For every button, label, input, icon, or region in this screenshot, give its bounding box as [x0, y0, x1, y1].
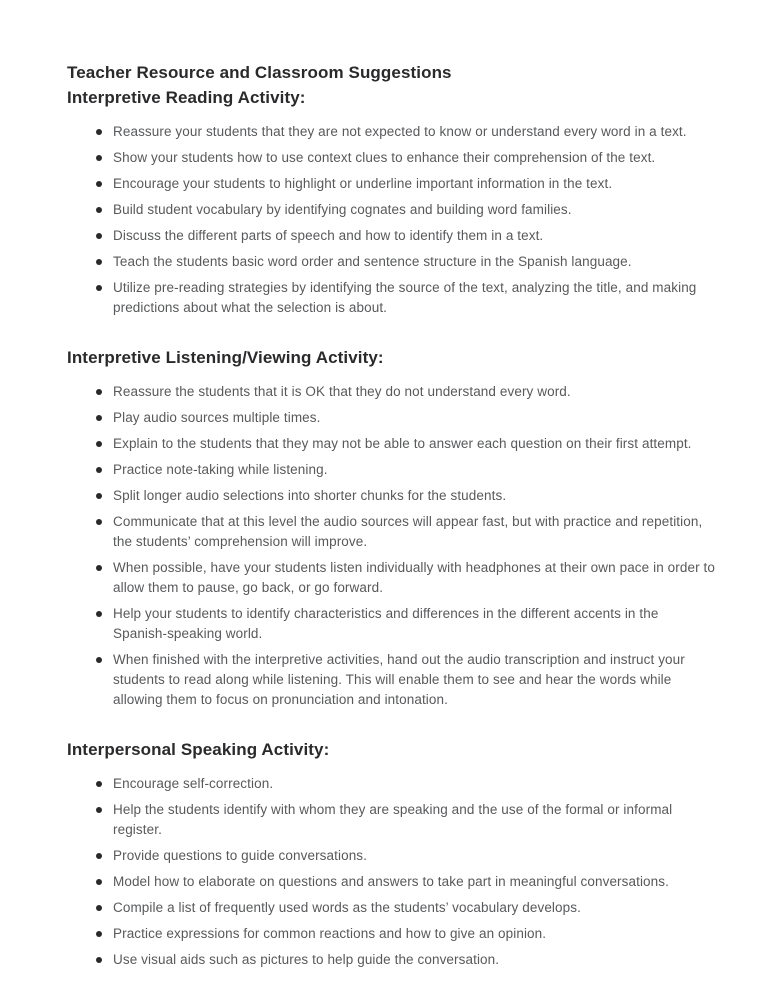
list-item: Utilize pre-reading strategies by identifying the source of the text, analyzing the title, and making predictions about what the selection is about. [67, 278, 715, 318]
list-item: Use visual aids such as pictures to help guide the conversation. [67, 950, 715, 970]
list-item: Practice note-taking while listening. [67, 460, 715, 480]
page-title: Teacher Resource and Classroom Suggestions [67, 63, 452, 82]
section-heading-interpersonal-speaking: Interpersonal Speaking Activity: [67, 740, 330, 759]
list-item: Practice expressions for common reactions and how to give an opinion. [67, 924, 715, 944]
list-item: Provide questions to guide conversations. [67, 846, 715, 866]
list-item: Play audio sources multiple times. [67, 408, 715, 428]
list-item: Show your students how to use context clues to enhance their comprehension of the text. [67, 148, 715, 168]
list-item: Split longer audio selections into shorter chunks for the students. [67, 486, 715, 506]
bullet-list-interpretive-reading [67, 122, 715, 318]
list-item: Communicate that at this level the audio sources will appear fast, but with practice and repetition, the students’ comprehension will improve. [67, 512, 715, 552]
bullet-list-interpersonal-speaking [67, 774, 715, 970]
list-item: Help the students identify with whom they are speaking and the use of the formal or informal register. [67, 800, 715, 840]
list-item: Build student vocabulary by identifying cognates and building word families. [67, 200, 715, 220]
bullet-list-interpretive-listening [67, 382, 715, 710]
section-interpretive-listening [67, 345, 715, 710]
section-interpretive-reading [67, 85, 715, 318]
list-item: Compile a list of frequently used words as the students’ vocabulary develops. [67, 898, 715, 918]
section-interpersonal-speaking [67, 737, 715, 970]
list-item: Teach the students basic word order and sentence structure in the Spanish language. [67, 252, 715, 272]
list-item: Reassure your students that they are not expected to know or understand every word in a text. [67, 122, 715, 142]
list-item: Reassure the students that it is OK that they do not understand every word. [67, 382, 715, 402]
list-item: Encourage self-correction. [67, 774, 715, 794]
list-item: Discuss the different parts of speech and how to identify them in a text. [67, 226, 715, 246]
section-heading-interpretive-reading: Interpretive Reading Activity: [67, 88, 306, 107]
list-item: Model how to elaborate on questions and answers to take part in meaningful conversations. [67, 872, 715, 892]
section-heading-interpretive-listening: Interpretive Listening/Viewing Activity: [67, 348, 384, 367]
list-item: Help your students to identify characteristics and differences in the different accents in the Spanish-speaking world. [67, 604, 715, 644]
list-item: When possible, have your students listen individually with headphones at their own pace in order to allow them to pause, go back, or go forward. [67, 558, 715, 598]
list-item: Explain to the students that they may not be able to answer each question on their first attempt. [67, 434, 715, 454]
list-item: Encourage your students to highlight or underline important information in the text. [67, 174, 715, 194]
list-item: When finished with the interpretive activities, hand out the audio transcription and instruct your students to read along while listening. This will enable them to see and hear the words while allowing them to focus on pronunciation and intonation. [67, 650, 715, 710]
